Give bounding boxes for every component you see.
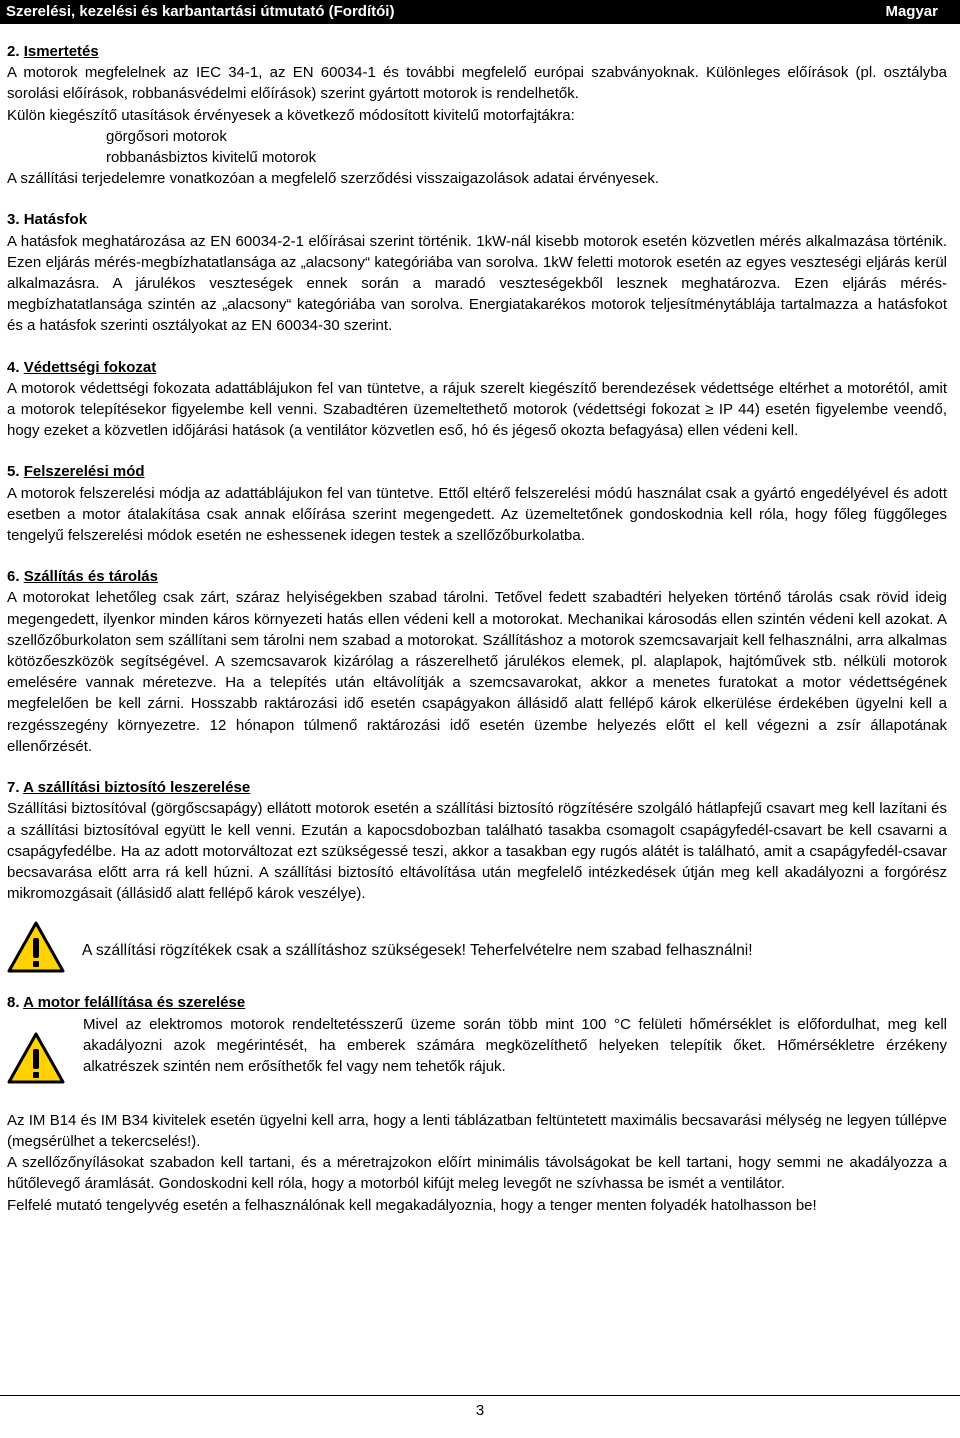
- section-4-text-b: IP 44) esetén figyelembe veendő, hogy ezeket a közvetlen időjárási hatások (a ventilátor közvetlen eső, hó és jégeső okozta befagyása) ellen védeni kell.: [7, 401, 947, 440]
- section-4-title: Védettségi fokozat: [23, 358, 157, 376]
- page-number: 3: [475, 1402, 485, 1419]
- section-2-title: Ismertetés: [23, 43, 99, 60]
- page-header: [0, 0, 960, 24]
- warning-triangle-icon: [7, 921, 82, 979]
- page-footer: [0, 1395, 960, 1424]
- section-8-number: 8.: [7, 994, 20, 1012]
- section-6-number: 6.: [7, 568, 20, 586]
- warning-text-hot-surface: Mivel az elektromos motorok rendeltetésszerű üzeme során több mint 100 °C felületi hőmérséklet is előfordulhat, meg kell akadályozni azok megérintését, ha emberek számára megközelíthető helyeken telepítik őket. Hőmérsékletre érzékeny alkatrészek szintén nem erősíthetők fel vagy nem tehetők rájuk.: [83, 1015, 947, 1075]
- section-8-title: A motor felállítása és szerelése: [23, 994, 246, 1012]
- section-2-paragraph-1: A motorok megfelelnek az IEC 34-1, az EN 60034-1 és további megfelelő európai szabványoknak. Különleges előírások (pl. osztályba sorolási előírások, robbanásvédelmi előírások) szerint gyártott motorok is rendelhetők.: [7, 64, 947, 103]
- section-2-heading: [7, 41, 947, 62]
- section-2-list-item-1: görgősori motorok: [106, 127, 227, 145]
- section-3-number: 3.: [7, 211, 20, 229]
- section-8-paragraph-1: Az IM B14 és IM B34 kivitelek esetén ügyelni kell arra, hogy a lenti táblázatban feltüntetett maximális becsavarási mélység ne legyen túllépve (megsérülhet a tekercselés!).: [7, 1111, 947, 1150]
- section-2-number: 2.: [7, 43, 20, 60]
- header-language: Magyar: [885, 3, 938, 20]
- greater-equal-symbol: ≥: [705, 401, 714, 419]
- section-6-title: Szállítás és tárolás: [23, 568, 158, 586]
- warning-text-transport: A szállítási rögzítékek csak a szállításhoz szükségesek! Teherfelvételre nem szabad felhasználni!: [82, 941, 753, 959]
- section-6-paragraph-1: A motorokat lehetőleg csak zárt, száraz helyiségekben szabad tárolni. Tetővel fedett szabadtéri helyeken történő tárolás csak rövid ideig megengedett, ilyenkor minden káros környezeti hatás ellen védeni kell a motorokat. Mechanikai károsodás ellen szintén védeni kell azokat. A szellőzőburkolaton sem szállítani sem tárolni nem szabad a motorokat. Szállításhoz a motorok szemcsavarjait kell felhasználni, arra alkalmas kötözőeszközök segítségével. A szemcsavarok kizárólag a rászerelhető járulékos elemek, pl. alaplapok, hajtóművek stb. nélküli motorok emelésére vannak méretezve. Ha a telepítés után eltávolítják a szemcsavarokat, akkor a menetes furatokat a motor védettségének megfelelően be kell zárni. Hosszabb raktározási idő esetén csapágyakon állásidő alatt fellépő károk elkerülése érdekében ügyelni kell a rezgésszegény környezetre. 12 hónapon túlmenő raktározási idő esetén üzembe helyezés előtt el kell végezni a zsír állapotának ellenőrzését.: [7, 589, 947, 755]
- section-2-list-item-2: robbanásbiztos kivitelű motorok: [106, 149, 317, 167]
- section-5-title: Felszerelési mód: [23, 463, 145, 481]
- section-7-title: A szállítási biztosító leszerelése: [23, 779, 251, 797]
- section-4-number: 4.: [7, 358, 20, 376]
- section-3-title: Hatásfok: [23, 211, 88, 229]
- warning-triangle-icon: [7, 1014, 83, 1090]
- section-4-heading: [7, 357, 947, 378]
- warning-box-hot-surface: [7, 1014, 947, 1090]
- section-5-number: 5.: [7, 463, 20, 481]
- section-8-heading: [7, 992, 947, 1013]
- section-7-paragraph-1: Szállítási biztosítóval (görgőscsapágy) ellátott motorok esetén a szállítási biztosító rögzítésére szolgáló hátlapfejű csavart meg kell lazítani és a szállítási biztosítóval együtt le kell venni. Ezután a kapocsdobozban található tasakba csomagolt csapágyfedél-csavart be kell csavarni a csapágyfedélbe. Ha az adott motorváltozat ezt szükségessé teszi, akkor a tasakban egy rugós alátét is található, amit a csapágyfedél-csavar becsavarása előtt arra rá kell húzni. A szállítási biztosító eltávolítása után megfelelő intézkedések útján meg kell akadályozni a forgórész mikromozgásait (állásidő alatt fellépő károk veszélye).: [7, 800, 947, 903]
- document-body: [7, 41, 947, 1216]
- warning-box-transport: [7, 918, 947, 982]
- section-6-heading: [7, 566, 947, 587]
- section-3-paragraph-1: A hatásfok meghatározása az EN 60034-2-1 előírásai szerint történik. 1kW-nál kisebb motorok esetén közvetlen mérés alkalmazása történik. Ezen eljárás mérés-megbízhatatlansága az „alacsony“ kategóriába van sorolva. 1kW feletti motorok esetén az egyes veszteségi eljárás kerül alkalmazásra. A járulékos veszteségek ennek során a maradó veszteségekből lesznek meghatározva. Ezen eljárás mérés-megbízhatatlansága szintén az „alacsony“ kategóriába van sorolva. Energiatakarékos motorok teljesítménytáblája tartalmazza a hatásfokot és a hatásfok szerinti osztályokat az EN 60034-30 szerint.: [7, 232, 947, 335]
- section-7-number: 7.: [7, 779, 20, 797]
- section-8-paragraph-3: Felfelé mutató tengelyvég esetén a felhasználónak kell megakadályoznia, hogy a tenger menten folyadék hatolhasson be!: [7, 1196, 817, 1214]
- section-5-paragraph-1: A motorok felszerelési módja az adattáblájukon fel van tüntetve. Ettől eltérő felszerelési módú használat csak a gyártó engedélyével és adott esetben a motor átalakítása csak annak előírása szerint megengedett. Az üzemeltetőnek gondoskodnia kell róla, hogy főleg függőleges tengelyű felszerelési módok esetén ne eshessenek idegen testek a szellőzőburkolatba.: [7, 484, 947, 545]
- section-8-paragraph-2: A szellőzőnyílásokat szabadon kell tartani, és a méretrajzokon előírt minimális távolságokat be kell tartani, hogy semmi ne akadályozza a hűtőlevegő áramlását. Gondoskodni kell róla, hogy a motorból kifújt meleg levegőt ne szívhassa be ismét a ventilátor.: [7, 1154, 947, 1193]
- section-4-paragraph-1: [7, 378, 947, 442]
- section-5-heading: [7, 461, 947, 482]
- section-7-heading: [7, 777, 947, 798]
- section-3-heading: [7, 209, 947, 230]
- header-title: Szerelési, kezelési és karbantartási útmutató (Fordítói): [6, 3, 395, 20]
- section-2-paragraph-2: Külön kiegészítő utasítások érvényesek a következő módosított kivitelű motorfajtákra:: [7, 106, 575, 124]
- section-4-text-a: A motorok védettségi fokozata adattáblájukon fel van tüntetve, a rájuk szerelt kiegészítő berendezések védettsége eltérhet a motorétól, amit a motorok telepítésekor figyelembe kell venni. Szabadtéren üzemeltethető motorok (védettségi fokozat: [7, 379, 947, 419]
- section-2-paragraph-3: A szállítási terjedelemre vonatkozóan a megfelelő szerződési visszaigazolások adatai érvényesek.: [7, 170, 660, 188]
